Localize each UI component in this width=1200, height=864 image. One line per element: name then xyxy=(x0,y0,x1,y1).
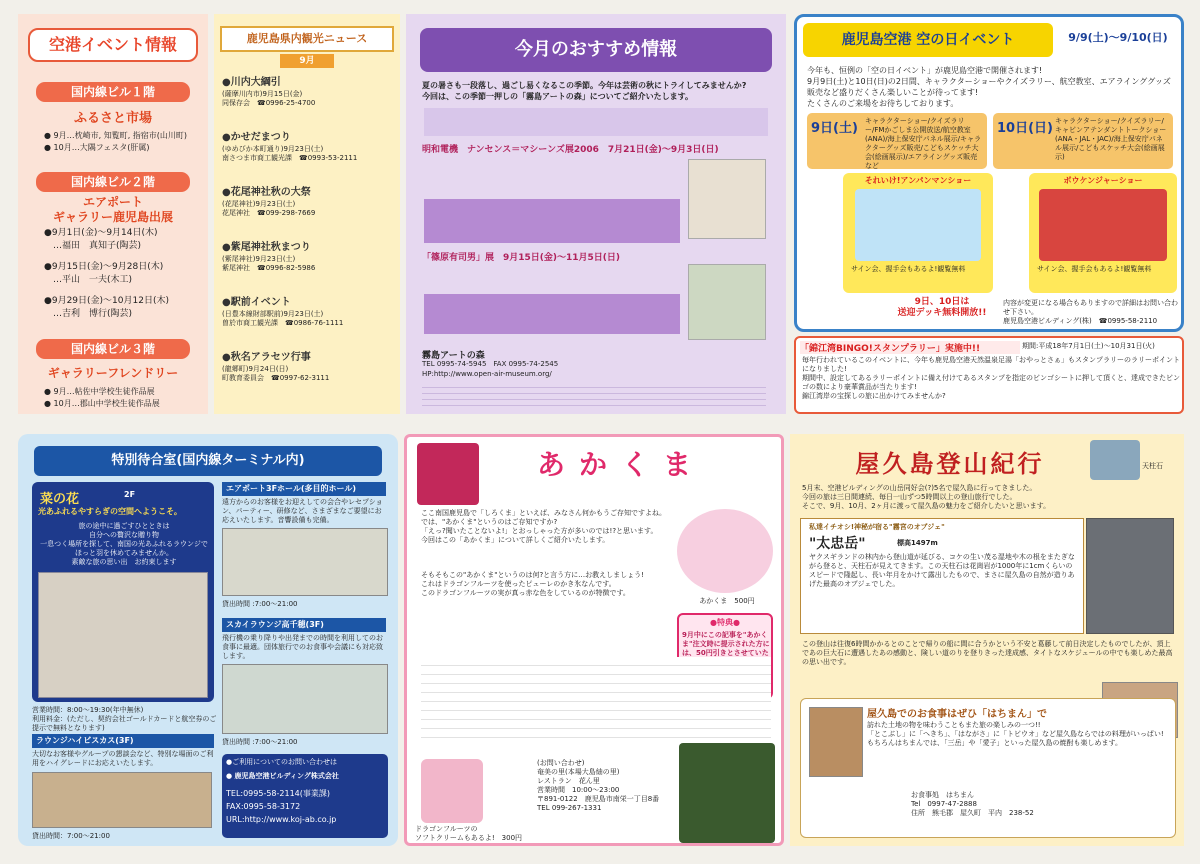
boukenger-show-box xyxy=(1029,173,1177,293)
news-item-detail: (日豊本線財部駅前)9月23日(土) 曽於市商工観光課 ☎0986-76-1111 xyxy=(222,310,344,327)
yakushima-panel xyxy=(790,434,1184,846)
floor1-sub: ふるさと市場 xyxy=(73,111,152,126)
boukenger-show-title: ボウケンジャーショー xyxy=(1063,176,1143,185)
floor1-label: 国内線ビル１階 xyxy=(36,82,190,102)
akakuma-title: あかくま xyxy=(536,448,705,481)
recommend-intro: 夏の暑さも一段落し、過ごし易くなるこの季節。今年は芸術の秋にトライしてみませんか? 今回は、この季節一押しの「霧島アートの森」についてご紹介いたします。 xyxy=(422,81,747,101)
lounge-contact-company: ● 鹿児島空港ビルディング株式会社 xyxy=(226,772,339,780)
exhibit1-photo xyxy=(688,159,766,239)
akakuma-panel xyxy=(404,434,784,846)
floor2-sub: エアポート ギャラリー鹿児島出展 xyxy=(52,195,173,224)
sky-lounge-body: 飛行機の乗り降りや出発までの時間を利用してのお食事に最適。団体旅行でのお食事や会議にも対応致します。 xyxy=(222,634,383,660)
museum-tel: TEL 0995-74-5945 FAX 0995-74-2545 xyxy=(422,360,559,368)
day9-label: 9日(土) xyxy=(811,121,858,136)
recommend-title: 今月のおすすめ情報 xyxy=(420,28,772,72)
boukenger-image xyxy=(1039,189,1167,261)
exhibit2-photo xyxy=(688,264,766,340)
nanohana-hours: 営業時間：8:00～19:30(年中無休) 利用料金：(ただし、契約会社ゴールドカードと航空券のご提示で無料となります) xyxy=(32,706,217,732)
taichudake-sub: 私達イチオシ!神秘が宿る"霧宮のオブジェ" xyxy=(809,523,945,531)
hachiman-box xyxy=(800,698,1176,838)
day10-box xyxy=(993,113,1173,169)
bingo-panel xyxy=(794,336,1184,414)
floor3-item: ● 10月…郡山中学校生徒作品展 xyxy=(44,399,160,408)
hachiman-shop-info: お食事処 はちまん Tel 0997-47-2888 住所 熊毛郡 屋久町 平内 238-52 xyxy=(911,791,1034,817)
soft-cream-caption: ドラゴンフルーツの ソフトクリームもあるよ! 300円 xyxy=(415,825,523,842)
sky-day-panel xyxy=(794,14,1184,332)
news-item-name: ●花尾神社秋の大祭 xyxy=(222,187,311,198)
floor1-item: ● 10月…大隅フェスタ(肝属) xyxy=(44,143,150,152)
exhibit1-title: 明和電機 ナンセンス＝マシーンズ展2006 7月21日(金)～9月3日(日) xyxy=(422,145,719,155)
news-month: 9月 xyxy=(280,54,334,68)
hall-body: 遠方からのお客様をお迎えしての会合やレセプション、パーティー、研修など、さまざまなご要望にお応えいたします。音響設備も完備。 xyxy=(222,498,383,524)
day9-box xyxy=(807,113,987,169)
news-title: 鹿児島県内観光ニュース xyxy=(220,26,394,52)
anpanman-note: サイン会、握手会もあるよ!観覧無料 xyxy=(851,265,966,273)
bingo-title: 「錦江湾BINGO!スタンプラリー」実施中!! xyxy=(800,341,1020,354)
news-item-name: ●駅前イベント xyxy=(222,297,291,308)
hall-hours: 貸出時間 :7:00～21:00 xyxy=(222,600,298,608)
exhibit1-detail-block xyxy=(424,199,680,243)
taichudake-body: ヤクスギランドの林内から登山道が延びる、コケの生い茂る湿地や木の根をまたぎながら登ると、天柱石が見えてきます。この天柱石は花崗岩が1000年に1cmくらいのスピードで隆起し、長い年月をかけて露出したもので、まさに屋久島の自然が造りあげた最高のオブジェでした。 xyxy=(809,553,1075,588)
yakushima-intro: 5月末、空港ビルディングの山岳同好会(?)5名で屋久島に行ってきました。 今回の旅は三日間連続、毎日一山ずつ5時間以上の登山旅行でした。 そこで、9月、10月、2ヶ月に渡って屋久島の魅力をご紹介したいと思います。 xyxy=(802,484,1051,510)
floor2-item: ●9月1日(金)～9月14日(木) xyxy=(44,228,158,238)
museum-url: HP:http://www.open-air-museum.org/ xyxy=(422,370,552,378)
nanohana-floor: 2F xyxy=(124,490,136,499)
news-item-name: ●かせだまつり xyxy=(222,132,291,143)
sky-lounge-hours: 貸出時間 :7:00～21:00 xyxy=(222,738,298,746)
boukenger-note: サイン会、握手会もあるよ!観覧無料 xyxy=(1037,265,1152,273)
anpanman-image xyxy=(855,189,981,261)
sky-day-title: 鹿児島空港 空の日イベント xyxy=(803,23,1053,57)
highest-hours: 貸出時間：7:00～21:00 xyxy=(32,832,110,840)
floor3-item: ● 9月…帖佐中学校生徒作品展 xyxy=(44,387,155,396)
highest-body: 大切なお客様やグループの懇談会など、特別な場面のご利用をハイグレードにお応えいたします。 xyxy=(32,750,214,767)
taichudake-box xyxy=(800,518,1084,634)
akakuma-text-block xyxy=(421,657,771,745)
floor2-item: …平山 一夫(木工) xyxy=(44,275,133,285)
lounge-contact-title: ●ご利用についてのお問い合わせは xyxy=(226,758,337,766)
floor1-item: ● 9月…枕崎市, 知覧町, 指宿市(山川町) xyxy=(44,131,188,140)
news-item-name: ●紫尾神社秋まつり xyxy=(222,242,311,253)
floor3-label: 国内線ビル３階 xyxy=(36,339,190,359)
lounge-contact-tel: TEL:0995-58-2114(事業課) xyxy=(226,789,331,798)
floor2-item: ●9月29日(金)～10月12日(木) xyxy=(44,296,169,306)
anpanman-show-title: それいけ!アンパンマンショー xyxy=(864,176,972,185)
akakuma-inquiry: (お問い合わせ) 奄美の里(本場大島紬の里) レストラン 花ん里 営業時間 10:00～23:00 〒891-0122 鹿児島市南栄一丁目8番 TEL 099-267-1331 xyxy=(537,759,660,812)
highest-photo xyxy=(32,772,212,828)
tenchuseki-photo xyxy=(1090,440,1140,480)
akakuma-body2: そもそもこの"あかくま"というのは何?と言う方に…お教えしましょう! これはドラゴンフルーツを使ったピューレのかき氷なんです。 このドラゴンフルーツの実が真っ赤な色をしているのが特徴です。 xyxy=(421,571,644,597)
floor3-sub: ギャラリーフレンドリー xyxy=(47,366,179,380)
shuttle-deck-note: 9日、10日は 送迎デッキ無料開放!! xyxy=(897,297,987,318)
day9-detail: キャラクターショー/クイズラリー/FMかごしま公開放送/航空教室(ANA)/海上保安庁パネル展示/キャラクターグッズ販売/こどもスケッチ大会(絵画展示)/エアライングッズ販売など xyxy=(865,117,981,170)
sky-day-dates: 9/9(土)～9/10(日) xyxy=(1068,31,1168,44)
highest-title: ラウンジハイビスカス(3F) xyxy=(32,734,214,748)
flower-photo xyxy=(679,743,775,843)
lounge-title: 特別待合室(国内線ターミナル内) xyxy=(34,446,382,476)
bingo-period: 期間:平成18年7月1日(土)～10月31日(火) xyxy=(1022,342,1155,350)
akakuma-price: あかくま 500円 xyxy=(699,597,755,605)
anpanman-show-box xyxy=(843,173,993,293)
sky-day-notice: 内容が変更になる場合もありますので詳細はお問い合わせ下さい。 xyxy=(1003,299,1178,316)
museum-text-block xyxy=(424,108,768,136)
restaurant-photo xyxy=(809,707,863,777)
yakushima-title: 屋久島登山紀行 xyxy=(855,450,1045,478)
tenchuseki-caption: 天柱石 xyxy=(1142,462,1163,470)
akakuma-photo xyxy=(677,509,773,593)
hachiman-body: 訪れた土地の物を味わうこともまた旅の楽しみの一つ!! 「とこぶし」に「へきち」、「はながさ」に「トビウオ」など屋久島ならではの料理がいっぱい! もちろんはちまんでは、「三岳」や「愛子」といった屋久島の焼酎も楽しめます。 xyxy=(867,721,1164,747)
akakuma-special-title: ●特典● xyxy=(710,618,740,627)
floor2-label: 国内線ビル２階 xyxy=(36,172,190,192)
floor2-item: …吉利 博行(陶芸) xyxy=(44,309,133,319)
lounge-contact-fax: FAX:0995-58-3172 xyxy=(226,802,301,811)
soft-cream-photo xyxy=(421,759,483,823)
hachiman-title: 屋久島でのお食事はぜひ「はちまん」で xyxy=(867,709,1047,720)
floor2-item: …福田 真知子(陶芸) xyxy=(44,241,142,251)
summit-photo xyxy=(1086,518,1174,634)
exhibit2-title: 「篠原有司男」展 9月15日(金)～11月5日(日) xyxy=(422,253,621,263)
news-item-name: ●秋名アラセツ行事 xyxy=(222,352,311,363)
news-item-detail: (薩摩川内市)9月15日(金) 同保存会 ☎0996-25-4700 xyxy=(222,90,316,107)
nanohana-box xyxy=(32,482,214,702)
news-item-detail: (紫尾神社)9月23日(土) 紫尾神社 ☎0996-82-5986 xyxy=(222,255,316,272)
taichudake-name: "太忠岳" xyxy=(809,536,866,552)
sky-lounge-photo xyxy=(222,664,388,734)
nanohana-photo xyxy=(38,572,208,698)
airport-events-title: 空港イベント情報 xyxy=(28,28,198,62)
museum-info-table xyxy=(422,382,766,408)
lounge-contact-box xyxy=(222,754,388,838)
lounge-panel xyxy=(18,434,398,846)
sky-day-contact: 鹿児島空港ビルディング(株) ☎0995-58-2110 xyxy=(1003,317,1158,325)
nanohana-tag: 菜の花 xyxy=(40,492,80,507)
bingo-body: 毎年行われているこのイベントに、今年も鹿児島空港天然温泉足湯「おやっとさぁ」もスタンプラリーのラリーポイントになりました! 期間中、設定してあるラリーポイントに備え付けてあるスタンプを指定のビンゴシートに押して頂くと、達成できたビンゴの数により豪華賞品が当たります! 錦江湾岸の宝探しの旅に出かけてみませんか? xyxy=(802,356,1180,400)
hall-photo xyxy=(222,528,388,596)
news-item-name: ●川内大綱引 xyxy=(222,77,281,88)
nanohana-copy: 光あふれるやすらぎの空間へようこそ。 xyxy=(38,507,182,516)
recommend-panel xyxy=(406,14,786,414)
day10-detail: キャラクターショー/クイズラリー/キャビンアテンダントトークショー(ANA・JAL・JAC)/海上保安庁パネル展示/こどもスケッチ大会(絵画展示) xyxy=(1055,117,1167,161)
news-panel xyxy=(214,14,400,414)
exhibit2-detail-block xyxy=(424,294,680,334)
sky-lounge-title: スカイラウンジ高千穂(3F) xyxy=(222,618,386,632)
news-item-detail: (ゆめびか本町通り)9月23日(土) 南さつま市商工観光課 ☎0993-53-2111 xyxy=(222,145,358,162)
taichudake-height: 標高1497m xyxy=(897,539,938,547)
nanohana-body: 旅の途中に過ごすひとときは 自分への贅沢な贈り物 一息つく場所を探して、南国の光あふれるラウンジで ほっと羽を休めてみませんか。 素敵な旅の思い出 お約束します xyxy=(40,522,208,566)
akakuma-special-body: 9月中にこの記事を"あかくま"注文時に提示された方には、50円引きとさせていた xyxy=(682,631,770,657)
akakuma-body1: ここ南国鹿児島で「しろくま」といえば、みなさん何かもうご存知ですよね。 では、"あかくま"というのはご存知ですか? 「えっ?聞いたことないよ!」とおっしゃった方が多いのでは!?と思います。 今回はこの「あかくま」について詳しくご紹介いたします。 xyxy=(421,509,666,544)
day10-label: 10日(日) xyxy=(997,121,1053,136)
museum-name: 霧島アートの森 xyxy=(422,351,485,361)
dragonfruit-photo xyxy=(417,443,479,505)
yakushima-body2: この登山は往復6時間かかるとのことで帰りの船に間に合うかという不安と葛藤して前日決定したものでしたが、頂上であの巨大石に遭遇したあの感動と、険しい道のりを登りきった達成感、タイトなスケジュールの中でも楽しめた最高の思い出です。 xyxy=(802,640,1173,666)
news-item-detail: (花尾神社)9月23日(土) 花尾神社 ☎099-298-7669 xyxy=(222,200,316,217)
airport-events-panel xyxy=(18,14,208,414)
lounge-contact-url: URL:http://www.koj-ab.co.jp xyxy=(226,815,337,824)
hall-title: エアポート3Fホール(多目的ホール) xyxy=(222,482,386,496)
sky-day-intro: 今年も、恒例の「空の日イベント」が鹿児島空港で開催されます! 9月9日(土)と10日(日)の2日間、キャラクターショーやクイズラリー、航空教室、エアラインググッズ販売など盛りだくさん楽しいことが待ってます! たくさんのご来場をお待ちしております。 xyxy=(807,66,1171,108)
floor2-item: ●9月15日(金)～9月28日(木) xyxy=(44,262,164,272)
news-item-detail: (龍郷町)9月24日(日) 町教育委員会 ☎0997-62-3111 xyxy=(222,365,330,382)
